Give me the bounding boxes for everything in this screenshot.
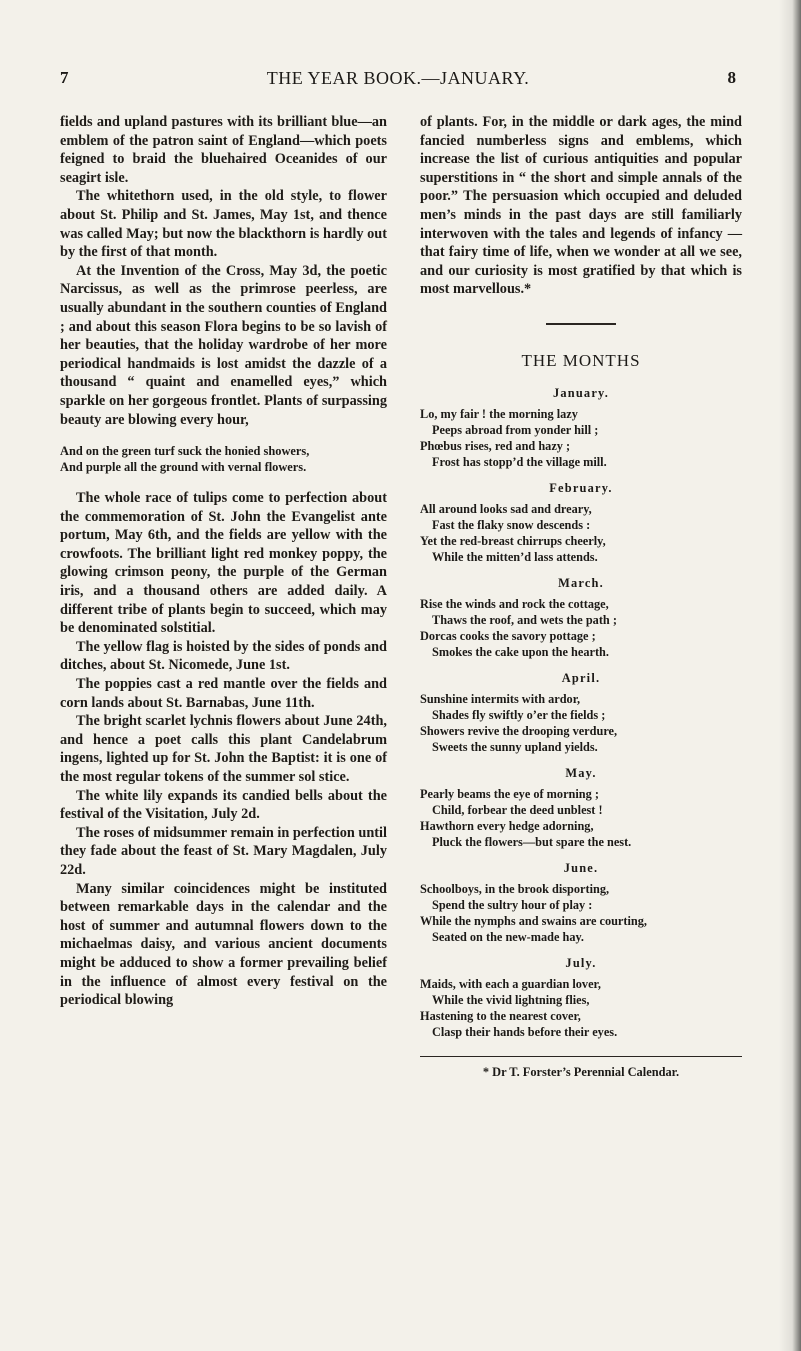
verse-line: While the mitten’d lass attends.: [432, 549, 598, 564]
paragraph: The whitethorn used, in the old style, to flower about St. Philip and St. James, May 1st, and thence was called May; but now the blackthorn is hardly out by the first of that month.: [60, 188, 387, 261]
month-heading: January.: [552, 385, 610, 400]
paragraph: fields and upland pastures with its brilliant blue—an emblem of the patron saint of England—which poets feigned to braid the bluehaired Oceanides of our seagirt isle.: [60, 114, 387, 186]
verse-line: Rise the winds and rock the cottage,: [420, 596, 609, 611]
page-number-left: 7: [60, 68, 69, 87]
verse-line: Smokes the cake upon the hearth.: [432, 644, 609, 659]
paragraph: The white lily expands its candied bells about the festival of the Visitation, July 2d.: [60, 787, 387, 823]
verse-line: Showers revive the drooping verdure,: [420, 723, 618, 738]
paragraph: The roses of midsummer remain in perfection until they fade about the feast of St. Mary Magdalen, July 22d.: [60, 824, 387, 878]
verse-line: Shades fly swiftly o’er the fields ;: [432, 707, 606, 722]
verse-line: While the vivid lightning flies,: [432, 992, 590, 1007]
page-edge-shadow: [779, 0, 801, 1351]
verse-line: Lo, my fair ! the morning lazy: [420, 406, 578, 421]
quote-line: And on the green turf suck the honied showers,: [60, 444, 310, 459]
verse-line: Schoolboys, in the brook disporting,: [420, 881, 610, 896]
stanza: [420, 786, 742, 850]
paragraph: The whole race of tulips come to perfection about the commemoration of St. John the Evangelist ante portum, May 6th, and the fields are yellow with the crowfoots. The brilliant light red monkey poppy, the glowing crimson peony, the purple of the German iris, and a thousand others are added daily. A different tribe of plants begin to succeed, which may be denominated solstitial.: [60, 490, 387, 637]
verse-line: Fast the flaky snow descends :: [432, 517, 591, 532]
verse-line: Seated on the new-made hay.: [432, 929, 585, 944]
verse-line: Thaws the roof, and wets the path ;: [432, 612, 617, 627]
stanza: [420, 406, 742, 470]
months-poem: [420, 386, 742, 1040]
month-heading: July.: [565, 955, 597, 970]
month-heading: April.: [561, 670, 601, 685]
right-column: [420, 113, 742, 1080]
page-header: [60, 68, 736, 94]
verse-line: Pearly beams the eye of morning ;: [420, 786, 599, 801]
verse-line: Hastening to the nearest cover,: [420, 1008, 581, 1023]
stanza: [420, 596, 742, 660]
month-heading: February.: [549, 480, 613, 495]
footnote-rule: [420, 1056, 742, 1058]
verse-line: Pluck the flowers—but spare the nest.: [432, 834, 632, 849]
verse-line: Maids, with each a guardian lover,: [420, 976, 601, 991]
month-heading: May.: [565, 765, 597, 780]
month-heading: March.: [558, 575, 604, 590]
verse-line: Child, forbear the deed unblest !: [432, 802, 603, 817]
verse-line: Dorcas cooks the savory pottage ;: [420, 628, 596, 643]
month-heading: June.: [563, 860, 599, 875]
paragraph: of plants. For, in the middle or dark ages, the mind fancied numberless signs and emblems, which increase the list of curious antiquities and popular superstitions in “ the short and simple annals of the poor.” The persuasion which occupied and deluded men’s minds in the past days are still familiarly interwoven with the tales and legends of infancy —that fairy time of life, when we wonder at all we see, and our curiosity is most gratified by that which is most marvellous.*: [420, 114, 742, 298]
paragraph: At the Invention of the Cross, May 3d, the poetic Narcissus, as well as the primrose peerless, are usually abundant in the southern counties of England ; and about this season Flora begins to be so lavish of her beauties, that the holiday wardrobe of her more periodical handmaids is lost amidst the dazzle of a thousand “ quaint and enamelled eyes,” which sparkle on her gorgeous frontlet. Plants of surpassing beauty are blowing every hour,: [60, 262, 387, 428]
page-number-right: 8: [727, 68, 736, 87]
section-title: THE MONTHS: [521, 350, 641, 370]
stanza: [420, 501, 742, 565]
verse-line: While the nymphs and swains are courting,: [420, 913, 647, 928]
verse-line: All around looks sad and dreary,: [420, 501, 592, 516]
left-column: [60, 113, 387, 1010]
stanza: [420, 976, 742, 1040]
quote-line: And purple all the ground with vernal flowers.: [60, 460, 307, 475]
verse-quote: [60, 443, 387, 475]
stanza: [420, 881, 742, 945]
running-head: THE YEAR BOOK.—JANUARY.: [266, 68, 530, 88]
footnote: * Dr T. Forster’s Perennial Calendar.: [482, 1065, 680, 1080]
paragraph: The yellow flag is hoisted by the sides of ponds and ditches, about St. Nicomede, June 1st.: [60, 638, 387, 674]
verse-line: Peeps abroad from yonder hill ;: [432, 422, 599, 437]
section-divider: [546, 323, 616, 325]
verse-line: Hawthorn every hedge adorning,: [420, 818, 594, 833]
paragraph: Many similar coincidences might be instituted between remarkable days in the calendar and the host of summer and autumnal flowers down to the michaelmas daisy, and various ancient documents might be adduced to show a former prevailing belief in the influence of almost every festival on the periodical blowing: [60, 880, 387, 1009]
verse-line: Frost has stopp’d the village mill.: [432, 454, 607, 469]
verse-line: Clasp their hands before their eyes.: [432, 1024, 618, 1039]
stanza: [420, 691, 742, 755]
verse-line: Yet the red-breast chirrups cheerly,: [420, 533, 606, 548]
verse-line: Spend the sultry hour of play :: [432, 897, 593, 912]
paragraph: The poppies cast a red mantle over the fields and corn lands about St. Barnabas, June 11th.: [60, 676, 387, 711]
paragraph: The bright scarlet lychnis flowers about June 24th, and hence a poet calls this plant Candelabrum ingens, lighted up for St. John the Baptist: it is one of the most regular tokens of the summer sol stice.: [60, 713, 387, 785]
verse-line: Sweets the sunny upland yields.: [432, 739, 598, 754]
verse-line: Phœbus rises, red and hazy ;: [420, 438, 571, 453]
verse-line: Sunshine intermits with ardor,: [420, 691, 581, 706]
